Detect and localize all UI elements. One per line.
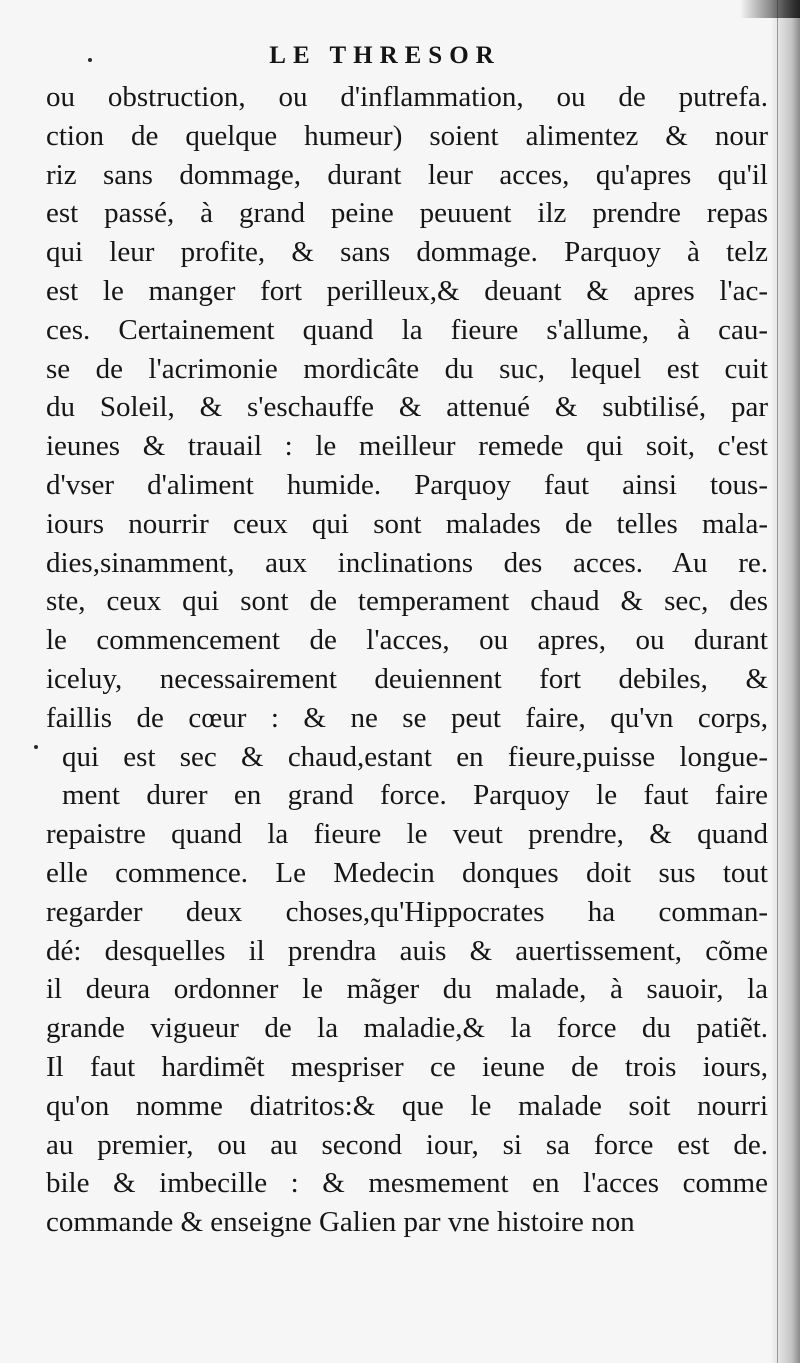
text-line: le commencement de l'acces, ou apres, ou durant bbox=[46, 624, 768, 657]
text-line: se de l'acrimonie mordicâte du suc, lequel est cuit bbox=[46, 352, 768, 385]
text-line: ction de quelque humeur) soient alimentez & nour bbox=[46, 119, 768, 152]
text-line: regarder deux choses,qu'Hippocrates ha comman- bbox=[46, 895, 768, 928]
text-line: grande vigueur de la maladie,& la force du patiẽt. bbox=[46, 1012, 768, 1045]
text-line: au premier, ou au second iour, si sa force est de. bbox=[46, 1128, 768, 1161]
text-line: d'vser d'aliment humide. Parquoy faut ainsi tous- bbox=[46, 468, 768, 501]
text-line: qui est sec & chaud,estant en fieure,puisse longue- bbox=[62, 740, 768, 773]
text-line: est passé, à grand peine peuuent ilz prendre repas bbox=[46, 197, 768, 230]
running-head: LE THRESOR bbox=[269, 42, 501, 69]
text-line: dies,sinamment, aux inclinations des acces. Au re. bbox=[46, 546, 768, 579]
text-line: est le manger fort perilleux,& deuant & apres l'ac- bbox=[46, 274, 768, 307]
text-line: ste, ceux qui sont de temperament chaud & sec, des bbox=[46, 585, 768, 618]
text-line: iours nourrir ceux qui sont malades de telles mala- bbox=[46, 507, 768, 540]
text-line: du Soleil, & s'eschauffe & attenué & subtilisé, par bbox=[46, 391, 768, 424]
text-line: elle commence. Le Medecin donques doit sus tout bbox=[46, 856, 768, 889]
text-line: qui leur profite, & sans dommage. Parquoy à telz bbox=[46, 236, 768, 269]
text-line: il deura ordonner le mãger du malade, à sauoir, la bbox=[46, 973, 768, 1006]
text-line: ces. Certainement quand la fieure s'allume, à cau- bbox=[46, 313, 768, 346]
text-line: dé: desquelles il prendra auis & auertissement, cõme bbox=[46, 934, 768, 967]
ink-speck bbox=[88, 58, 92, 62]
text-line: qu'on nomme diatritos:& que le malade soit nourri bbox=[46, 1089, 768, 1122]
text-line: Il faut hardimẽt mespriser ce ieune de trois iours, bbox=[46, 1050, 768, 1083]
text-line: commande & enseigne Galien par vne histoire non bbox=[46, 1206, 635, 1239]
ink-speck bbox=[34, 745, 38, 749]
text-line: bile & imbecille : & mesmement en l'acces comme bbox=[46, 1167, 768, 1200]
corner-shadow bbox=[740, 0, 800, 18]
text-line: ment durer en grand force. Parquoy le faut faire bbox=[62, 779, 768, 812]
text-line: iceluy, necessairement deuiennent fort debiles, & bbox=[46, 662, 768, 695]
text-line: ou obstruction, ou d'inflammation, ou de putrefa. bbox=[46, 81, 768, 113]
body-text bbox=[46, 78, 768, 1242]
text-line: repaistre quand la fieure le veut prendre, & quand bbox=[46, 818, 768, 851]
text-line: faillis de cœur : & ne se peut faire, qu'vn corps, bbox=[46, 701, 768, 734]
text-line: riz sans dommage, durant leur acces, qu'apres qu'il bbox=[46, 158, 768, 191]
text-line: ieunes & trauail : le meilleur remede qui soit, c'est bbox=[46, 430, 768, 463]
page-edge-line bbox=[777, 0, 778, 1363]
